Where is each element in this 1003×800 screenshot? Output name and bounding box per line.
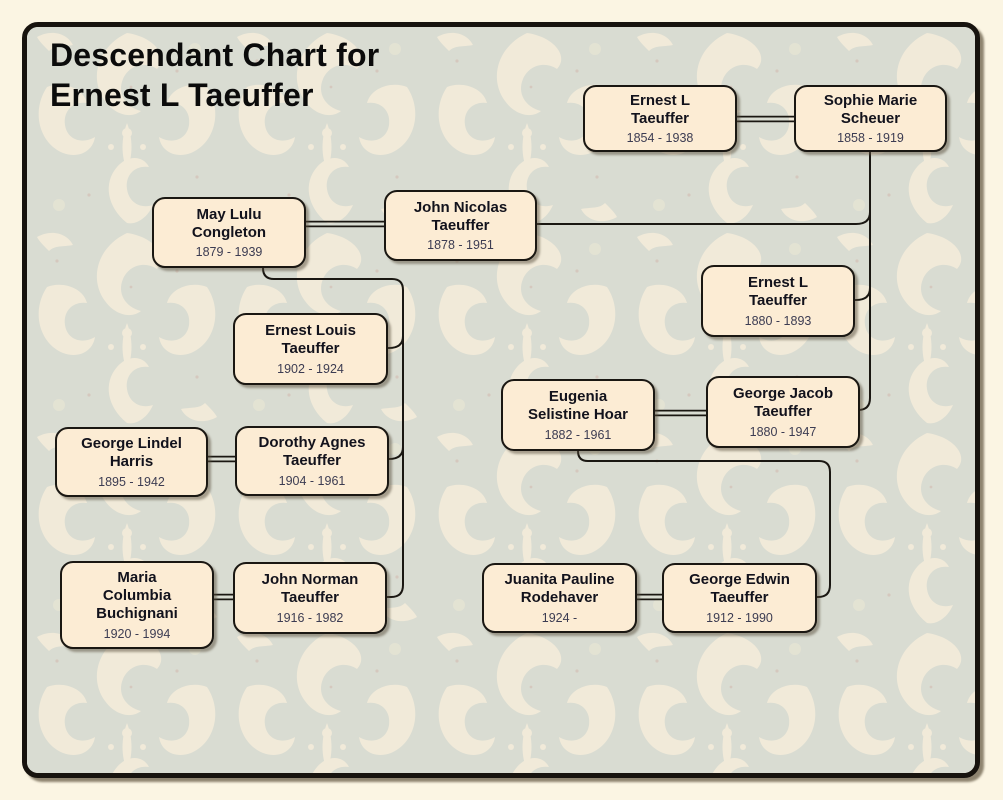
person-dates: 1878 - 1951 <box>427 238 494 253</box>
person-name-line: Ernest Louis <box>265 322 356 340</box>
person-name-line: Dorothy Agnes <box>258 434 366 452</box>
person-name-line: Taeuffer <box>748 292 808 309</box>
person-dates: 1858 - 1919 <box>837 131 904 146</box>
person-dates: 1882 - 1961 <box>544 427 612 442</box>
person-name-line: Sophie Marie <box>823 91 918 109</box>
person-name-line: John Norman <box>261 571 359 589</box>
person-name-line: Taeuffer <box>630 109 690 127</box>
person-name-line: Scheuer <box>840 109 901 127</box>
person-name-line: Taeuffer <box>281 340 340 357</box>
person-dates: 1920 - 1994 <box>103 626 171 641</box>
person-box-george-jacob-taeuffer[interactable] <box>706 376 860 448</box>
person-name-line: Eugenia <box>548 388 608 406</box>
person-dates: 1924 - <box>541 610 578 625</box>
person-name-line: Congleton <box>191 223 267 241</box>
person-name-line: Columbia <box>102 587 172 605</box>
person-name-line: Taeuffer <box>753 403 813 420</box>
person-dates: 1916 - 1982 <box>276 610 344 625</box>
person-box-ernest-l-taeuffer-1854[interactable] <box>583 85 737 152</box>
person-dates: 1912 - 1990 <box>706 610 773 625</box>
chart-title-line2: Ernest L Taeuffer <box>50 76 314 113</box>
person-dates: 1854 - 1938 <box>626 131 694 146</box>
person-box-maria-columbia-buchignani[interactable] <box>60 561 214 649</box>
person-name-line: Ernest L <box>629 91 690 109</box>
person-name-line: Taeuffer <box>710 589 769 606</box>
person-name-line: Rodehaver <box>520 589 599 606</box>
person-dates: 1902 - 1924 <box>277 361 344 376</box>
person-box-john-norman-taeuffer[interactable] <box>233 562 387 634</box>
person-name-line: Harris <box>109 453 154 470</box>
person-name-line: George Lindel <box>81 435 182 453</box>
person-box-george-edwin-taeuffer[interactable] <box>662 563 817 633</box>
person-name-line: Taeuffer <box>280 589 340 606</box>
person-box-george-lindel-harris[interactable] <box>55 427 208 497</box>
person-dates: 1904 - 1961 <box>278 473 346 488</box>
person-name-line: George Jacob <box>732 385 834 403</box>
person-box-ernest-louis-taeuffer[interactable] <box>233 313 388 385</box>
person-box-juanita-pauline-rodehaver[interactable] <box>482 563 637 633</box>
person-name-line: Buchignani <box>96 604 178 622</box>
person-name-line: Maria <box>117 569 157 587</box>
person-name-line: Ernest L <box>747 274 808 292</box>
person-dates: 1879 - 1939 <box>195 245 263 260</box>
person-box-eugenia-selistine-hoar[interactable] <box>501 379 655 451</box>
person-dates: 1895 - 1942 <box>98 474 165 489</box>
person-name-line: Taeuffer <box>431 216 490 234</box>
person-dates: 1880 - 1893 <box>744 313 812 328</box>
person-dates: 1880 - 1947 <box>749 424 817 439</box>
person-box-sophie-marie-scheuer[interactable] <box>794 85 947 152</box>
person-name-line: Taeuffer <box>282 452 342 469</box>
person-name-line: John Nicolas <box>413 198 508 216</box>
person-box-may-lulu-congleton[interactable] <box>152 197 306 268</box>
person-name-line: Selistine Hoar <box>527 406 629 423</box>
person-box-dorothy-agnes-taeuffer[interactable] <box>235 426 389 496</box>
person-name-line: Juanita Pauline <box>504 571 615 589</box>
chart-title-line1: Descendant Chart for <box>50 37 380 73</box>
person-box-john-nicolas-taeuffer[interactable] <box>384 190 537 261</box>
person-name-line: George Edwin <box>689 571 790 589</box>
person-name-line: May Lulu <box>196 205 262 223</box>
person-box-ernest-l-taeuffer-1880[interactable] <box>701 265 855 337</box>
